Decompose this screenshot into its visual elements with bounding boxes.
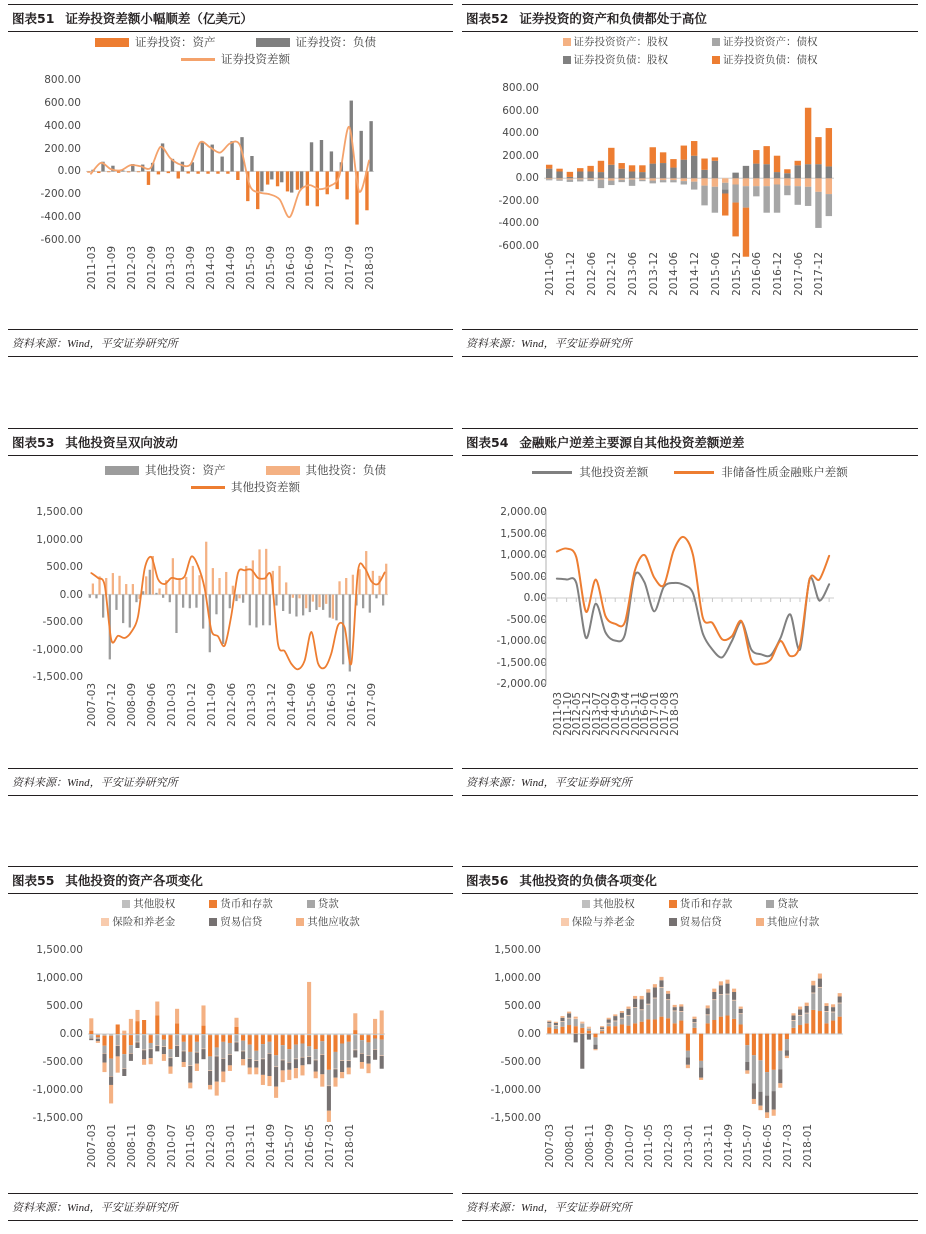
chart-legend (462, 464, 918, 482)
x-axis-tick-label: 2014-09 (286, 683, 299, 727)
y-axis-labels (462, 894, 541, 1124)
x-axis-tick-label: 2017-03 (323, 1124, 336, 1168)
legend-row (462, 914, 918, 929)
figure-number: 图表53 (12, 435, 55, 450)
x-axis-tick-label: 2017-03 (324, 246, 337, 290)
chart-legend (462, 34, 918, 70)
x-axis-tick-label: 2015-07 (742, 1124, 755, 1168)
x-axis-tick-label: 2012-12 (581, 692, 594, 736)
y-axis-tick-label: 200.00 (44, 142, 81, 155)
legend-item[interactable] (563, 34, 669, 49)
chart-canvas-53 (8, 456, 453, 768)
y-axis-tick-label: 600.00 (502, 104, 539, 117)
x-axis-tick-label: 2014-09 (264, 1124, 277, 1168)
x-axis-tick-label: 2018-03 (364, 246, 377, 290)
y-axis-tick-label: 200.00 (502, 149, 539, 162)
x-axis-tick-label: 2007-03 (544, 1124, 557, 1168)
legend-item[interactable] (266, 462, 387, 478)
legend-swatch-square-icon (307, 900, 315, 908)
x-axis-tick-label: 2012-03 (205, 1124, 218, 1168)
x-axis-tick-label: 2018-01 (801, 1124, 814, 1168)
y-axis-tick-label: -1,500.00 (490, 1112, 541, 1124)
plot-svg (88, 510, 402, 679)
legend-label: 非储备性质金融账户差额 (721, 465, 848, 479)
legend-item[interactable] (582, 896, 635, 911)
y-axis-tick-label: 0.00 (59, 1028, 83, 1040)
y-axis-tick-label: 0.00 (523, 592, 547, 604)
y-axis-labels (462, 456, 547, 690)
x-axis-tick-label: 2017-09 (344, 246, 357, 290)
x-axis-labels (86, 683, 388, 727)
legend-row (8, 479, 453, 495)
legend-item[interactable] (712, 34, 818, 49)
legend-label: 其他股权 (592, 898, 635, 910)
source-note: 资料来源：Wind，平安证券研究所 (8, 768, 453, 796)
y-axis-tick-label: 0.00 (517, 1028, 541, 1040)
panel-header (8, 4, 453, 32)
chart-legend (8, 34, 453, 68)
source-note: 资料来源：Wind，平安证券研究所 (462, 1193, 918, 1221)
legend-item[interactable] (712, 52, 818, 67)
source-note: 资料来源：Wind，平安证券研究所 (8, 329, 453, 357)
x-axis-tick-label: 2016-12 (772, 252, 785, 296)
legend-swatch-square-icon (296, 918, 304, 926)
legend-item[interactable] (122, 896, 175, 911)
plot-svg (86, 78, 388, 242)
x-axis-tick-label: 2011-03 (551, 692, 564, 736)
legend-swatch-line-icon (532, 471, 572, 474)
legend-item[interactable] (669, 914, 722, 929)
x-axis-tick-label: 2015-06 (709, 252, 722, 296)
legend-label: 证券投资资产：债权 (723, 36, 818, 48)
x-axis-tick-label: 2008-09 (126, 683, 139, 727)
x-axis-tick-label: 2016-05 (762, 1124, 775, 1168)
x-axis-tick-label: 2012-05 (571, 692, 584, 736)
x-axis-tick-label: 2016-09 (304, 246, 317, 290)
legend-swatch-square-icon (561, 918, 569, 926)
x-axis-tick-label: 2010-07 (623, 1124, 636, 1168)
legend-row (8, 462, 453, 478)
y-axis-tick-label: -200.00 (498, 194, 539, 207)
y-axis-tick-label: 1,000.00 (36, 972, 83, 984)
x-axis-tick-label: 2014-09 (722, 1124, 735, 1168)
legend-item[interactable] (307, 896, 339, 911)
legend-label: 其他应付款 (766, 916, 820, 928)
x-axis-tick-label: 2007-12 (106, 683, 119, 727)
legend-swatch-square-icon (582, 900, 590, 908)
y-axis-tick-label: -200.00 (40, 188, 81, 201)
x-axis-tick-label: 2013-07 (590, 692, 603, 736)
figure-panel-54 (462, 428, 918, 803)
legend-label: 贷款 (317, 898, 339, 910)
x-axis-tick-label: 2007-03 (86, 1124, 99, 1168)
panel-header (8, 428, 453, 456)
x-axis-labels (85, 246, 377, 290)
legend-swatch-line-icon (674, 471, 714, 474)
legend-item[interactable] (181, 51, 290, 67)
y-axis-tick-label: -2,000.00 (496, 678, 547, 690)
y-axis-tick-label: 1,000.00 (36, 533, 83, 546)
y-axis-tick-label: -1,000.00 (32, 1084, 83, 1096)
y-axis-tick-label: -400.00 (498, 217, 539, 230)
figure-title: 证券投资的资产和负债都处于高位 (519, 11, 707, 26)
x-axis-tick-label: 2012-03 (663, 1124, 676, 1168)
x-axis-tick-label: 2011-05 (643, 1124, 656, 1168)
x-axis-tick-label: 2010-12 (186, 683, 199, 727)
x-axis-tick-label: 2008-01 (106, 1124, 119, 1168)
legend-item[interactable] (532, 464, 648, 480)
legend-label: 其他投资：负债 (305, 463, 386, 477)
x-axis-tick-label: 2011-05 (185, 1124, 198, 1168)
x-axis-tick-label: 2017-09 (366, 683, 379, 727)
legend-row (462, 896, 918, 911)
x-axis-tick-label: 2013-06 (627, 252, 640, 296)
plot-svg (88, 948, 399, 1120)
legend-row (8, 34, 453, 50)
x-axis-tick-label: 2010-03 (166, 683, 179, 727)
y-axis-tick-label: -600.00 (498, 240, 539, 252)
y-axis-labels (462, 32, 539, 252)
x-axis-tick-label: 2016-06 (639, 692, 652, 736)
legend-label: 证券投资负债：股权 (573, 54, 668, 66)
x-axis-tick-label: 2008-01 (564, 1124, 577, 1168)
legend-item[interactable] (256, 34, 377, 50)
panel-header (8, 866, 453, 894)
y-axis-tick-label: -400.00 (40, 211, 81, 224)
x-axis-tick-label: 2013-01 (682, 1124, 695, 1168)
legend-item[interactable] (563, 52, 669, 67)
y-axis-tick-label: -500.00 (42, 616, 83, 628)
legend-swatch-square-icon (756, 918, 764, 926)
legend-item[interactable] (101, 914, 175, 929)
x-axis-tick-label: 2014-03 (205, 246, 218, 290)
legend-swatch-line-icon (191, 486, 225, 489)
plot-svg (546, 948, 857, 1120)
x-axis-tick-label: 2012-06 (585, 252, 598, 296)
x-axis-tick-label: 2018-01 (343, 1124, 356, 1168)
legend-row (462, 34, 918, 49)
x-axis-tick-label: 2007-03 (86, 683, 99, 727)
legend-row (8, 51, 453, 67)
x-axis-tick-label: 2016-12 (346, 683, 359, 727)
y-axis-labels (8, 456, 83, 683)
figure-number: 图表56 (466, 873, 509, 888)
figure-panel-51 (8, 4, 453, 364)
y-axis-tick-label: 500.00 (46, 561, 83, 573)
x-axis-tick-label: 2014-02 (600, 692, 613, 736)
legend-swatch-bar-icon (105, 466, 139, 475)
y-axis-tick-label: 600.00 (44, 96, 81, 109)
legend-swatch-bar-icon (95, 38, 129, 47)
x-axis-tick-label: 2013-09 (185, 246, 198, 290)
y-axis-tick-label: 500.00 (510, 570, 547, 583)
legend-label: 贸易信贷 (679, 916, 722, 928)
legend-row (8, 914, 453, 929)
x-axis-tick-label: 2008-11 (583, 1124, 596, 1168)
y-axis-tick-label: 2,000.00 (500, 506, 547, 518)
x-axis-tick-label: 2012-09 (145, 246, 158, 290)
x-axis-tick-label: 2012-06 (226, 683, 239, 727)
legend-label: 货币和存款 (679, 898, 733, 910)
y-axis-tick-label: -1,000.00 (496, 635, 547, 647)
legend-swatch-square-icon (101, 918, 109, 926)
x-axis-tick-label: 2013-03 (246, 683, 259, 727)
chart-canvas-55 (8, 894, 453, 1193)
figure-panel-53 (8, 428, 453, 803)
series-line (91, 556, 384, 669)
legend-swatch-line-icon (181, 58, 215, 61)
figure-number: 图表52 (466, 11, 509, 26)
chart-legend (462, 896, 918, 932)
y-axis-tick-label: -1,500.00 (32, 1112, 83, 1124)
legend-swatch-square-icon (712, 38, 720, 46)
x-axis-tick-label: 2008-11 (125, 1124, 138, 1168)
y-axis-tick-label: 400.00 (44, 119, 81, 132)
plot-svg (544, 86, 848, 248)
legend-item[interactable] (296, 914, 360, 929)
x-axis-tick-label: 2011-09 (206, 683, 219, 727)
figure-title: 金融账户逆差主要源自其他投资差额逆差 (519, 435, 745, 450)
x-axis-tick-label: 2011-03 (85, 246, 98, 290)
legend-label: 证券投资差额 (221, 52, 290, 66)
chart-legend (8, 896, 453, 932)
y-axis-tick-label: -600.00 (40, 234, 81, 246)
x-axis-tick-label: 2015-06 (306, 683, 319, 727)
x-axis-tick-label: 2011-09 (105, 246, 118, 290)
legend-item[interactable] (209, 896, 273, 911)
y-axis-tick-label: 0.00 (57, 165, 81, 178)
legend-row (462, 52, 918, 67)
x-axis-tick-label: 2012-03 (125, 246, 138, 290)
x-axis-tick-label: 2015-12 (730, 252, 743, 296)
x-axis-tick-label: 2014-09 (610, 692, 623, 736)
legend-swatch-square-icon (563, 56, 571, 64)
x-axis-tick-label: 2017-06 (792, 252, 805, 296)
legend-label: 其他投资差额 (579, 465, 649, 479)
legend-label: 证券投资资产：股权 (573, 36, 668, 48)
y-axis-tick-label: 800.00 (44, 74, 81, 86)
plot-svg (552, 510, 848, 686)
y-axis-tick-label: 800.00 (502, 82, 539, 94)
source-note: 资料来源：Wind，平安证券研究所 (462, 768, 918, 796)
legend-label: 保险和养老金 (112, 916, 176, 928)
legend-label: 其他应收款 (307, 916, 360, 928)
y-axis-tick-label: 1,500.00 (36, 944, 83, 956)
chart-canvas-51 (8, 32, 453, 329)
legend-item[interactable] (674, 464, 848, 480)
y-axis-tick-label: 500.00 (504, 1000, 541, 1012)
x-axis-tick-label: 2017-12 (813, 252, 826, 296)
legend-swatch-square-icon (712, 56, 720, 64)
y-axis-tick-label: -500.00 (42, 1056, 83, 1068)
y-axis-tick-label: -500.00 (506, 613, 547, 626)
y-axis-labels (8, 894, 83, 1124)
y-axis-tick-label: 1,000.00 (500, 549, 547, 561)
x-axis-tick-label: 2011-12 (564, 252, 577, 296)
x-axis-tick-label: 2010-07 (165, 1124, 178, 1168)
legend-swatch-square-icon (766, 900, 774, 908)
legend-label: 证券投资：资产 (135, 35, 216, 49)
figure-title: 其他投资的负债各项变化 (519, 873, 657, 888)
x-axis-tick-label: 2015-09 (264, 246, 277, 290)
legend-item[interactable] (756, 914, 820, 929)
x-axis-tick-label: 2013-12 (266, 683, 279, 727)
figure-panel-55 (8, 866, 453, 1228)
x-axis-tick-label: 2011-06 (544, 252, 557, 296)
y-axis-tick-label: -500.00 (500, 1056, 541, 1068)
legend-label: 其他投资差额 (231, 480, 300, 494)
legend-item[interactable] (766, 896, 798, 911)
x-axis-tick-label: 2014-09 (225, 246, 237, 290)
x-axis-tick-label: 2013-11 (244, 1124, 257, 1168)
y-axis-tick-label: 500.00 (46, 1000, 83, 1012)
x-axis-tick-label: 2016-03 (284, 246, 297, 290)
figure-panel-56 (462, 866, 918, 1228)
y-axis-tick-label: 1,500.00 (494, 944, 541, 956)
figure-number: 图表51 (12, 11, 55, 26)
y-axis-tick-label: -1,500.00 (496, 656, 547, 669)
legend-swatch-square-icon (209, 900, 217, 908)
x-axis-tick-label: 2016-05 (304, 1124, 317, 1168)
panel-header (462, 428, 918, 456)
source-note: 资料来源：Wind，平安证券研究所 (8, 1193, 453, 1221)
legend-swatch-bar-icon (256, 38, 290, 47)
x-axis-tick-label: 2015-04 (619, 692, 632, 736)
panel-header (462, 866, 918, 894)
chart-canvas-52 (462, 32, 918, 329)
x-axis-tick-label: 2009-09 (145, 1124, 158, 1168)
x-axis-tick-label: 2013-03 (165, 246, 178, 290)
legend-item[interactable] (191, 479, 300, 495)
y-axis-labels (8, 32, 81, 246)
legend-swatch-bar-icon (266, 466, 300, 475)
x-axis-tick-label: 2016-03 (326, 683, 339, 727)
chart-legend (8, 462, 453, 496)
figure-number: 图表54 (466, 435, 509, 450)
legend-item[interactable] (209, 914, 262, 929)
legend-item[interactable] (561, 914, 635, 929)
legend-item[interactable] (95, 34, 216, 50)
x-axis-tick-label: 2018-03 (668, 692, 681, 736)
x-axis-tick-label: 2017-08 (658, 692, 671, 736)
x-axis-tick-label: 2011-10 (561, 692, 574, 736)
legend-row (8, 896, 453, 911)
y-axis-tick-label: 1,000.00 (494, 972, 541, 984)
x-axis-tick-label: 2017-01 (649, 692, 662, 736)
x-axis-tick-label: 2014-12 (689, 252, 702, 296)
source-note: 资料来源：Wind，平安证券研究所 (462, 329, 918, 357)
y-axis-tick-label: 0.00 (515, 172, 539, 185)
legend-label: 其他投资：资产 (145, 463, 226, 477)
legend-label: 其他股权 (133, 898, 176, 910)
x-axis-tick-label: 2009-06 (146, 683, 159, 727)
figure-number: 图表55 (12, 873, 55, 888)
chart-canvas-54 (462, 456, 918, 768)
y-axis-tick-label: 1,500.00 (500, 527, 547, 540)
legend-label: 证券投资：负债 (295, 35, 376, 49)
legend-label: 证券投资负债：债权 (723, 54, 818, 66)
panel-header (462, 4, 918, 32)
x-axis-tick-label: 2013-11 (702, 1124, 715, 1168)
x-axis-tick-label: 2015-11 (629, 692, 642, 736)
x-axis-tick-label: 2013-01 (224, 1124, 237, 1168)
x-axis-tick-label: 2012-12 (606, 252, 619, 296)
y-axis-tick-label: -1,500.00 (32, 671, 83, 683)
legend-swatch-square-icon (669, 900, 677, 908)
legend-label: 贷款 (777, 898, 799, 910)
figure-panel-52 (462, 4, 918, 364)
y-axis-tick-label: -1,000.00 (490, 1084, 541, 1096)
x-axis-tick-label: 2015-03 (244, 246, 257, 290)
figure-title: 其他投资的资产各项变化 (65, 873, 203, 888)
x-axis-labels (551, 692, 834, 736)
legend-item[interactable] (105, 462, 226, 478)
x-axis-tick-label: 2009-09 (603, 1124, 616, 1168)
x-axis-tick-label: 2014-06 (668, 252, 681, 296)
x-axis-labels (544, 1124, 843, 1168)
chart-canvas-56 (462, 894, 918, 1193)
x-axis-labels (86, 1124, 385, 1168)
figure-title: 其他投资呈双向波动 (65, 435, 178, 450)
legend-label: 货币和存款 (220, 898, 273, 910)
legend-swatch-square-icon (563, 38, 571, 46)
legend-label: 保险与养老金 (571, 916, 635, 928)
y-axis-tick-label: 1,500.00 (36, 506, 83, 518)
legend-swatch-square-icon (209, 918, 217, 926)
legend-row (462, 464, 918, 480)
legend-item[interactable] (669, 896, 733, 911)
figure-title: 证券投资差额小幅顺差（亿美元） (65, 11, 253, 26)
legend-label: 贸易信贷 (220, 916, 263, 928)
y-axis-tick-label: 400.00 (502, 127, 539, 140)
x-axis-tick-label: 2013-12 (647, 252, 660, 296)
x-axis-tick-label: 2015-07 (284, 1124, 297, 1168)
x-axis-tick-label: 2017-03 (781, 1124, 794, 1168)
x-axis-tick-label: 2016-06 (751, 252, 764, 296)
legend-swatch-square-icon (122, 900, 130, 908)
y-axis-tick-label: 0.00 (59, 588, 83, 601)
x-axis-labels (544, 252, 834, 296)
y-axis-tick-label: -1,000.00 (32, 643, 83, 656)
legend-swatch-square-icon (669, 918, 677, 926)
